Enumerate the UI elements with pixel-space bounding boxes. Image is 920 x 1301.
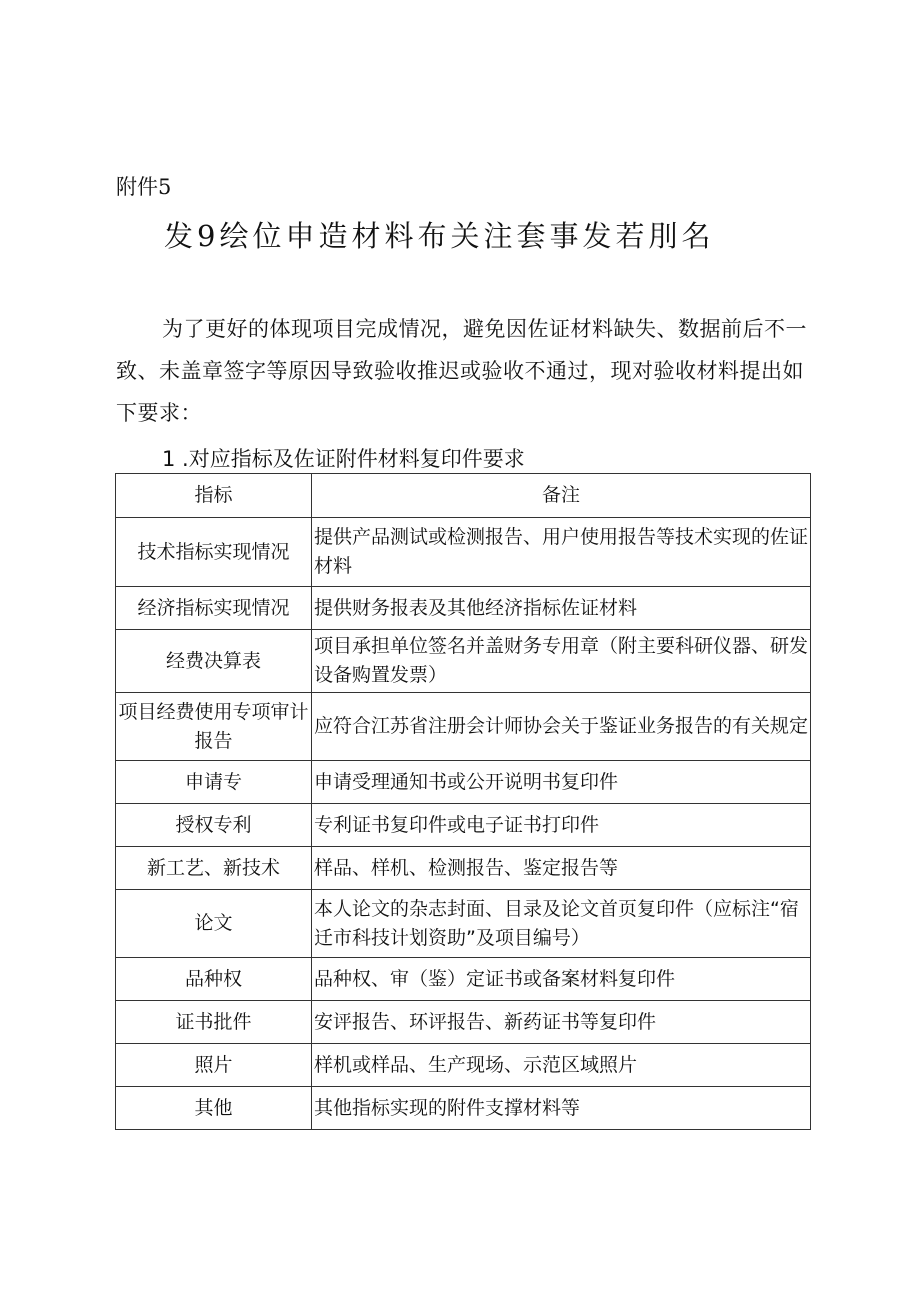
- row-note: 本人论文的杂志封面、目录及论文首页复印件（应标注“宿迁市科技计划资助”及项目编号）: [312, 890, 811, 958]
- document-title: 发9绘位申造材料布关注套事发若刖名: [164, 219, 715, 253]
- row-indicator: 其他: [116, 1087, 312, 1130]
- table-row: [116, 1044, 811, 1087]
- table-row: [116, 804, 811, 847]
- row-note: 专利证书复印件或电子证书打印件: [312, 804, 811, 847]
- row-indicator: 论文: [116, 890, 312, 958]
- row-note: 申请受理通知书或公开说明书复印件: [312, 761, 811, 804]
- row-note: 样机或样品、生产现场、示范区域照片: [312, 1044, 811, 1087]
- row-indicator: 申请专: [116, 761, 312, 804]
- table-row: [116, 1001, 811, 1044]
- row-indicator: 经济指标实现情况: [116, 587, 312, 630]
- intro-paragraph: 为了更好的体现项目完成情况，避免因佐证材料缺失、数据前后不一致、未盖章签字等原因导致验收推迟或验收不通过，现对验收材料提出如下要求：: [116, 317, 807, 425]
- table-row: [116, 890, 811, 958]
- row-indicator: 经费决算表: [116, 630, 312, 693]
- requirements-table: [115, 473, 811, 1130]
- row-note: 品种权、审（鉴）定证书或备案材料复印件: [312, 958, 811, 1001]
- row-indicator: 照片: [116, 1044, 312, 1087]
- row-indicator: 技术指标实现情况: [116, 518, 312, 587]
- table-row: [116, 518, 811, 587]
- header-indicator: 指标: [116, 474, 312, 518]
- table-row: [116, 958, 811, 1001]
- row-note: 提供财务报表及其他经济指标佐证材料: [312, 587, 811, 630]
- row-indicator: 授权专利: [116, 804, 312, 847]
- row-indicator: 证书批件: [116, 1001, 312, 1044]
- table-row: [116, 693, 811, 761]
- row-note: 样品、样机、检测报告、鉴定报告等: [312, 847, 811, 890]
- row-indicator: 项目经费使用专项审计报告: [116, 693, 312, 761]
- table-header-row: [116, 474, 811, 518]
- row-note: 应符合江苏省注册会计师协会关于鉴证业务报告的有关规定: [312, 693, 811, 761]
- attachment-label: 附件5: [116, 175, 172, 199]
- table-row: [116, 761, 811, 804]
- section-heading: 1 .对应指标及佐证附件材料复印件要求: [162, 447, 525, 471]
- table-row: [116, 1087, 811, 1130]
- table-row: [116, 587, 811, 630]
- table-row: [116, 847, 811, 890]
- row-note: 其他指标实现的附件支撑材料等: [312, 1087, 811, 1130]
- row-note: 项目承担单位签名并盖财务专用章（附主要科研仪器、研发设备购置发票）: [312, 630, 811, 693]
- row-indicator: 品种权: [116, 958, 312, 1001]
- table-row: [116, 630, 811, 693]
- row-indicator: 新工艺、新技术: [116, 847, 312, 890]
- row-note: 安评报告、环评报告、新药证书等复印件: [312, 1001, 811, 1044]
- row-note: 提供产品测试或检测报告、用户使用报告等技术实现的佐证材料: [312, 518, 811, 587]
- header-note: 备注: [312, 474, 811, 518]
